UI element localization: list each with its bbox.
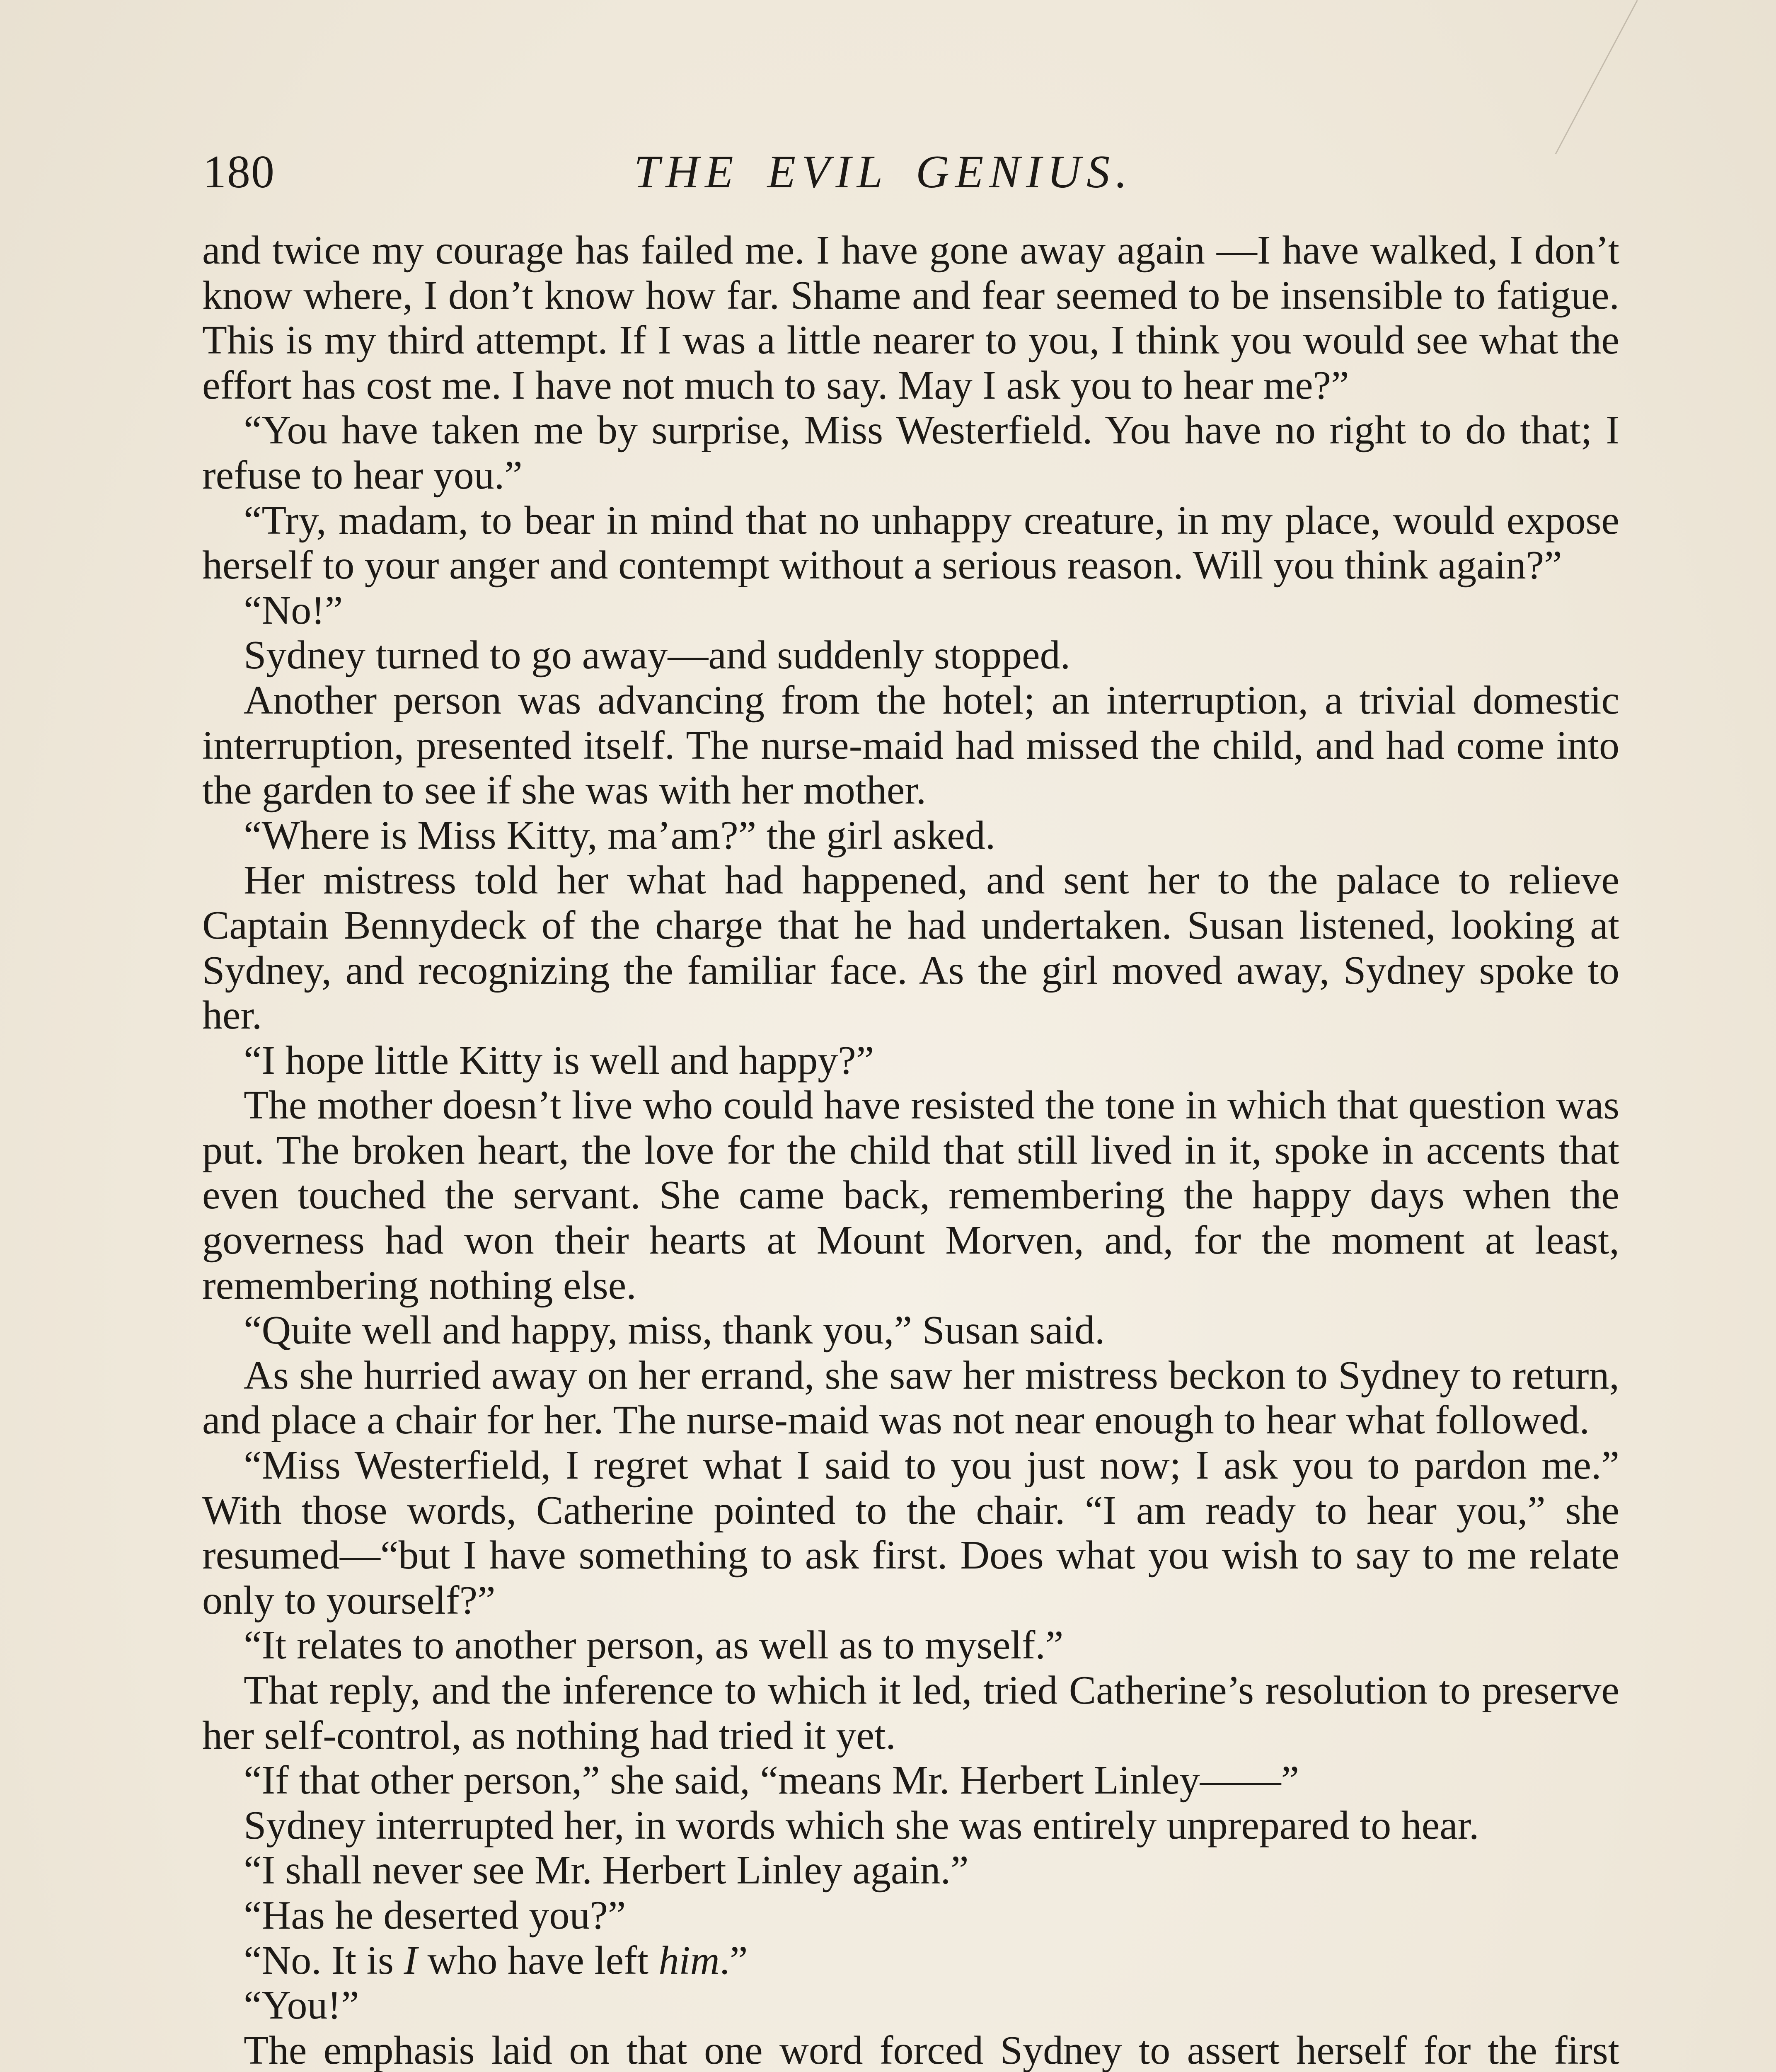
- paragraph-text: .”: [719, 1938, 748, 1983]
- paragraph: Her mistress told her what had happened, and sent her to the palace to relieve Captain Bennydeck of the charge that he had undertaken. Susan listened, looking at Sydney, and recognizing the familiar face. As the girl moved away, Sydney spoke to her.: [202, 858, 1619, 1038]
- paragraph: Sydney interrupted her, in words which she was entirely unprepared to hear.: [244, 1803, 1479, 1848]
- paragraph: “You have taken me by surprise, Miss Westerfield. You have no right to do that; I refuse to hear you.”: [202, 408, 1619, 498]
- paragraph: “Quite well and happy, miss, thank you,” Susan said.: [244, 1308, 1105, 1353]
- page-fold-line: [1555, 0, 1643, 157]
- paragraph: [202, 1938, 1619, 1983]
- paragraph: “No!”: [244, 588, 343, 633]
- paragraph: “Try, madam, to bear in mind that no unhappy creature, in my place, would expose herself to your anger and contempt without a serious reason. Will you think again?”: [202, 498, 1619, 588]
- paragraph: “Where is Miss Kitty, ma’am?” the girl asked.: [244, 813, 996, 858]
- paragraph: Sydney turned to go away—and suddenly stopped.: [244, 633, 1071, 678]
- paragraph: That reply, and the inference to which it led, tried Catherine’s resolution to preserve her self-control, as nothing had tried it yet.: [202, 1668, 1619, 1758]
- paragraph-text: who have left: [417, 1938, 659, 1983]
- body-text: [202, 228, 1619, 2072]
- paragraph: As she hurried away on her errand, she saw her mistress beckon to Sydney to return, and place a chair for her. The nurse-maid was not near enough to hear what followed.: [202, 1353, 1619, 1443]
- paragraph: “I hope little Kitty is well and happy?”: [244, 1038, 874, 1083]
- running-title: THE EVIL GENIUS.: [634, 146, 1133, 198]
- paragraph: “If that other person,” she said, “means Mr. Herbert Linley——”: [244, 1758, 1299, 1803]
- paragraph: “It relates to another person, as well as to myself.”: [244, 1623, 1064, 1668]
- paragraph: Another person was advancing from the hotel; an interruption, a trivial domestic interruption, presented itself. The nurse-maid had missed the child, and had come into the garden to see if she was with her mother.: [202, 678, 1619, 813]
- paragraph: “Miss Westerfield, I regret what I said to you just now; I ask you to pardon me.” With those words, Catherine pointed to the chair. “I am ready to hear you,” she resumed—“but I have something to ask first. Does what you wish to say to me relate only to yourself?”: [202, 1443, 1619, 1623]
- paragraph: “Has he deserted you?”: [244, 1893, 626, 1938]
- paragraph: and twice my courage has failed me. I have gone away again —I have walked, I don’t know where, I don’t know how far. Shame and fear seemed to be insensible to fatigue. This is my third attempt. If I was a little nearer to you, I think you would see what the effort has cost me. I have not much to say. May I ask you to hear me?”: [202, 228, 1619, 408]
- emphasized-word: him: [658, 1938, 720, 1983]
- paragraph: The mother doesn’t live who could have resisted the tone in which that question was put. The broken heart, the love for the child that still lived in it, spoke in accents that even touched the servant. She came back, remembering the happy days when the governess had won their hearts at Mount Morven, and, for the moment at least, remembering nothing else.: [202, 1083, 1619, 1308]
- paragraph: The emphasis laid on that one word forced Sydney to assert herself for the first: [244, 2028, 1619, 2072]
- paragraph: “You!”: [244, 1983, 359, 2028]
- emphasized-word: I: [404, 1938, 418, 1983]
- page-number: 180: [203, 146, 275, 198]
- paragraph-text: “No. It is: [244, 1938, 404, 1983]
- paragraph: “I shall never see Mr. Herbert Linley again.”: [244, 1848, 969, 1893]
- running-head: [203, 139, 1612, 205]
